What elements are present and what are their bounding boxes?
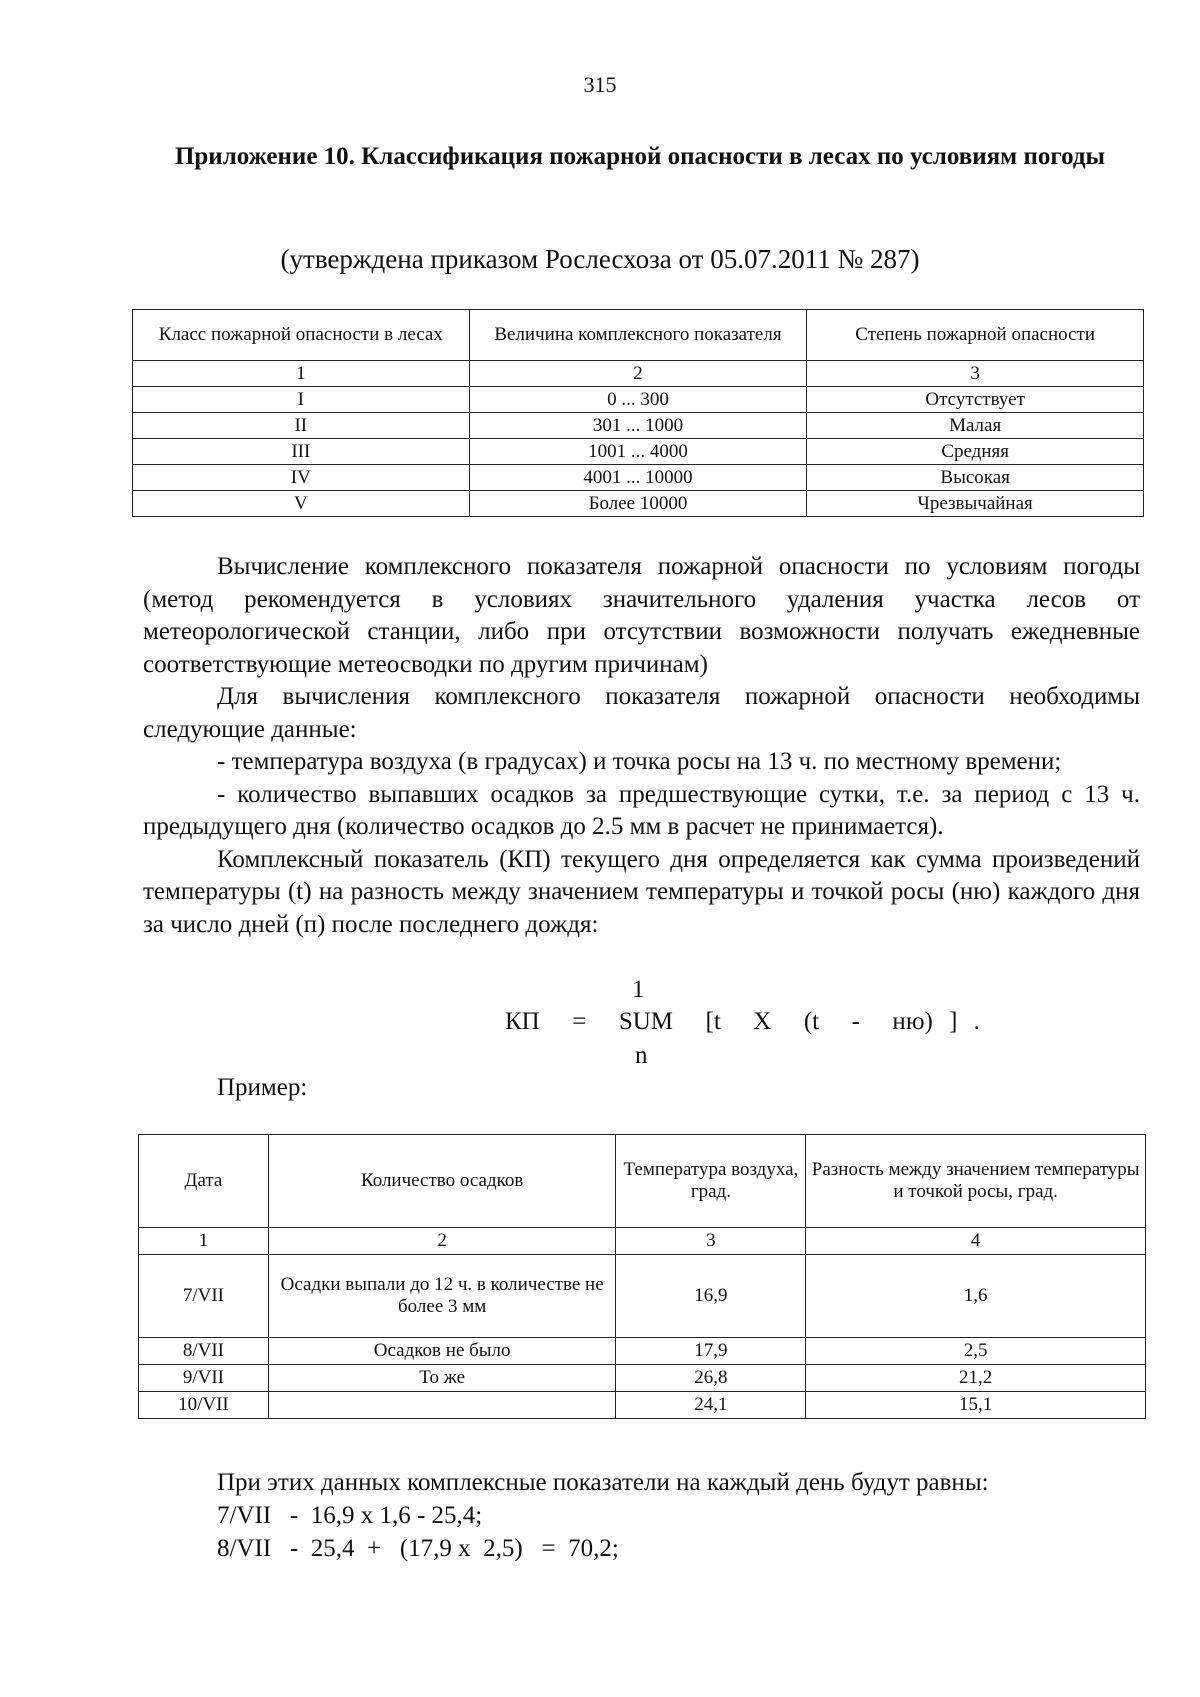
table-header-row [133, 310, 1144, 361]
fire-danger-class-table [132, 309, 1144, 517]
column-number: 3 [616, 1228, 806, 1255]
table-cell: Средняя [807, 439, 1144, 465]
table-row [139, 1255, 1146, 1338]
table-row [139, 1338, 1146, 1365]
table-cell: 1,6 [806, 1255, 1146, 1338]
table-cell: 17,9 [616, 1338, 806, 1365]
table-cell: То же [268, 1365, 616, 1392]
table-cell: 2,5 [806, 1338, 1146, 1365]
formula: КП = SUM [t X (t - ню) ] . [505, 1008, 980, 1035]
table-cell: IV [133, 465, 470, 491]
appendix-title: Приложение 10. Классификация пожарной опасности в лесах по условиям погоды [174, 143, 1106, 170]
table-cell: V [133, 491, 470, 517]
table-row [133, 413, 1144, 439]
column-number: 1 [133, 361, 470, 387]
table-cell: 4001 ... 10000 [469, 465, 807, 491]
table-cell: Осадки выпали до 12 ч. в количестве не более 3 мм [268, 1255, 616, 1338]
header-class: Класс пожарной опасности в лесах [133, 310, 470, 361]
example-table [138, 1134, 1146, 1419]
header-temperature-dewpoint-difference: Разность между значением температуры и точкой росы, град. [806, 1135, 1146, 1228]
example-label: Пример: [217, 1074, 308, 1101]
column-number-row [133, 361, 1144, 387]
table-row [139, 1392, 1146, 1419]
table-cell: 0 ... 300 [469, 387, 807, 413]
approval-note: (утверждена приказом Рослесхоза от 05.07.2011 № 287) [280, 244, 920, 274]
table-cell: Малая [807, 413, 1144, 439]
table-cell: III [133, 439, 470, 465]
table-row [133, 465, 1144, 491]
formula-upper-limit: 1 [632, 976, 645, 1003]
formula-lower-limit: n [635, 1042, 648, 1069]
column-number: 2 [268, 1228, 616, 1255]
paragraph: Вычисление комплексного показателя пожарной опасности по условиям погоды (метод рекомендуется в условиях значительного удаления участка лесов от метеорологической станции, либо при отсутствии возможности получать ежедневные соответствующие метеосводки по другим причинам) [143, 553, 1140, 678]
results-intro: При этих данных комплексные показатели на каждый день будут равны: [217, 1469, 989, 1496]
table-cell: 24,1 [616, 1392, 806, 1419]
table-cell: 301 ... 1000 [469, 413, 807, 439]
table-cell: 26,8 [616, 1365, 806, 1392]
table-cell: I [133, 387, 470, 413]
table-cell: 9/VII [139, 1365, 269, 1392]
column-number: 2 [469, 361, 807, 387]
table-row [139, 1365, 1146, 1392]
header-index-value: Величина комплексного показателя [469, 310, 807, 361]
results-block [217, 1466, 989, 1565]
table-cell: 1001 ... 4000 [469, 439, 807, 465]
paragraph: Комплексный показатель (КП) текущего дня определяется как сумма произведений температуры (t) на разность между значением температуры и точкой росы (ню) каждого дня за число дней (п) после последнего дождя: [143, 845, 1140, 938]
table-cell: Осадков не было [268, 1338, 616, 1365]
table-cell: 10/VII [139, 1392, 269, 1419]
table-cell: Высокая [807, 465, 1144, 491]
table-cell [268, 1392, 616, 1419]
table-row [133, 491, 1144, 517]
column-number: 4 [806, 1228, 1146, 1255]
result-line: 7/VII - 16,9 х 1,6 - 25,4; [217, 1502, 483, 1529]
column-number: 1 [139, 1228, 269, 1255]
table-cell: 21,2 [806, 1365, 1146, 1392]
table-row [133, 439, 1144, 465]
paragraph: - количество выпавших осадков за предшествующие сутки, т.е. за период с 13 ч. предыдущего дня (количество осадков до 2.5 мм в расчет не принимается). [143, 780, 1140, 840]
header-date: Дата [139, 1135, 269, 1228]
page-number: 315 [583, 72, 617, 97]
table-header-row [139, 1135, 1146, 1228]
header-danger-degree: Степень пожарной опасности [807, 310, 1144, 361]
table-row [133, 387, 1144, 413]
header-precipitation: Количество осадков [268, 1135, 616, 1228]
table-cell: 15,1 [806, 1392, 1146, 1419]
table-cell: 8/VII [139, 1338, 269, 1365]
table-cell: Более 10000 [469, 491, 807, 517]
result-line: 8/VII - 25,4 + (17,9 х 2,5) = 70,2; [217, 1535, 619, 1562]
column-number: 3 [807, 361, 1144, 387]
table-cell: Отсутствует [807, 387, 1144, 413]
column-number-row [139, 1228, 1146, 1255]
table-cell: II [133, 413, 470, 439]
paragraph: - температура воздуха (в градусах) и точка росы на 13 ч. по местному времени; [217, 748, 1062, 775]
table-cell: 16,9 [616, 1255, 806, 1338]
body-text [143, 551, 1140, 941]
table-cell: Чрезвычайная [807, 491, 1144, 517]
table-cell: 7/VII [139, 1255, 269, 1338]
header-air-temperature: Температура воздуха, град. [616, 1135, 806, 1228]
paragraph: Для вычисления комплексного показателя пожарной опасности необходимы следующие данные: [143, 683, 1140, 743]
